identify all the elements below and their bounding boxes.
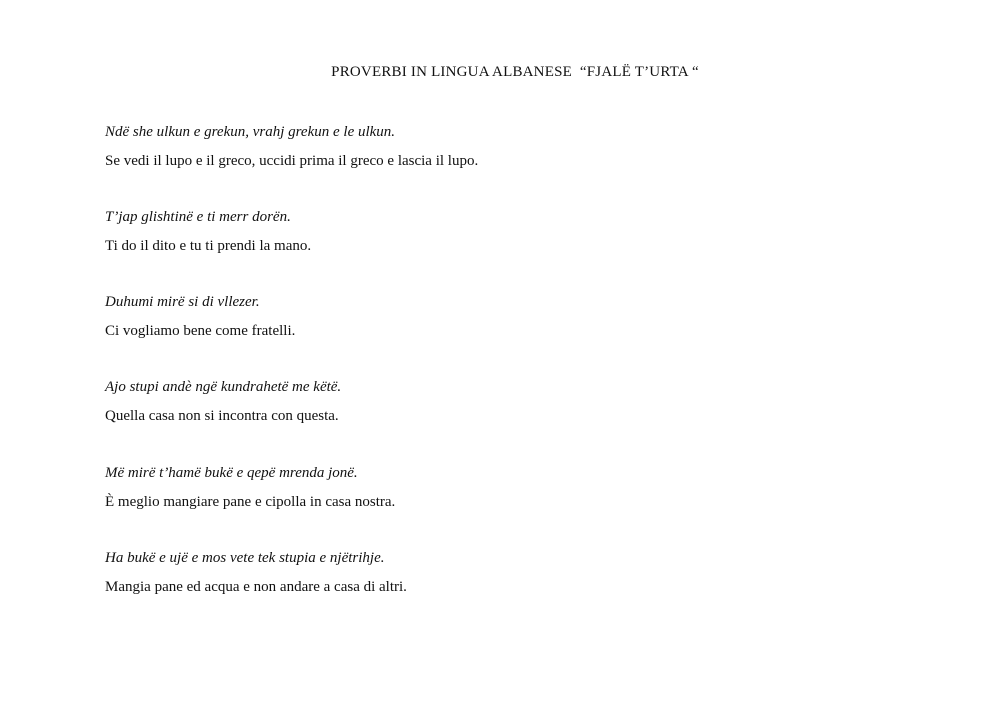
proverb-albanian-text: Më mirë t’hamë bukë e qepë mrenda jonë. xyxy=(105,465,358,481)
proverb-albanian-text: T’jap glishtinë e ti merr dorën. xyxy=(105,209,291,225)
proverb-italian-translation: Ti do il dito e tu ti prendi la mano. xyxy=(105,238,312,254)
proverb-albanian-text: Ndë she ulkun e grekun, vrahj grekun e le ulkun. xyxy=(105,124,396,140)
proverb-albanian-text: Duhumi mirë si di vllezer. xyxy=(105,294,260,310)
proverb-item xyxy=(105,548,865,597)
proverb-item xyxy=(105,207,865,256)
proverb-italian-translation: Ci vogliamo bene come fratelli. xyxy=(105,323,296,339)
proverb-italian-translation: È meglio mangiare pane e cipolla in casa nostra. xyxy=(105,494,396,510)
proverb-item xyxy=(105,377,865,426)
document-title: PROVERBI IN LINGUA ALBANESE “FJALË T’URTA “ xyxy=(331,64,699,80)
proverb-italian-translation: Quella casa non si incontra con questa. xyxy=(105,408,339,424)
proverb-italian-translation: Se vedi il lupo e il greco, uccidi prima il greco e lascia il lupo. xyxy=(105,153,479,169)
proverb-item xyxy=(105,463,865,512)
proverb-item xyxy=(105,122,865,171)
proverb-albanian-text: Ha bukë e ujë e mos vete tek stupia e njëtrihje. xyxy=(105,550,385,566)
proverb-italian-translation: Mangia pane ed acqua e non andare a casa di altri. xyxy=(105,579,407,595)
proverb-albanian-text: Ajo stupi andè ngë kundrahetë me këtë. xyxy=(105,379,342,395)
proverb-item xyxy=(105,292,865,341)
